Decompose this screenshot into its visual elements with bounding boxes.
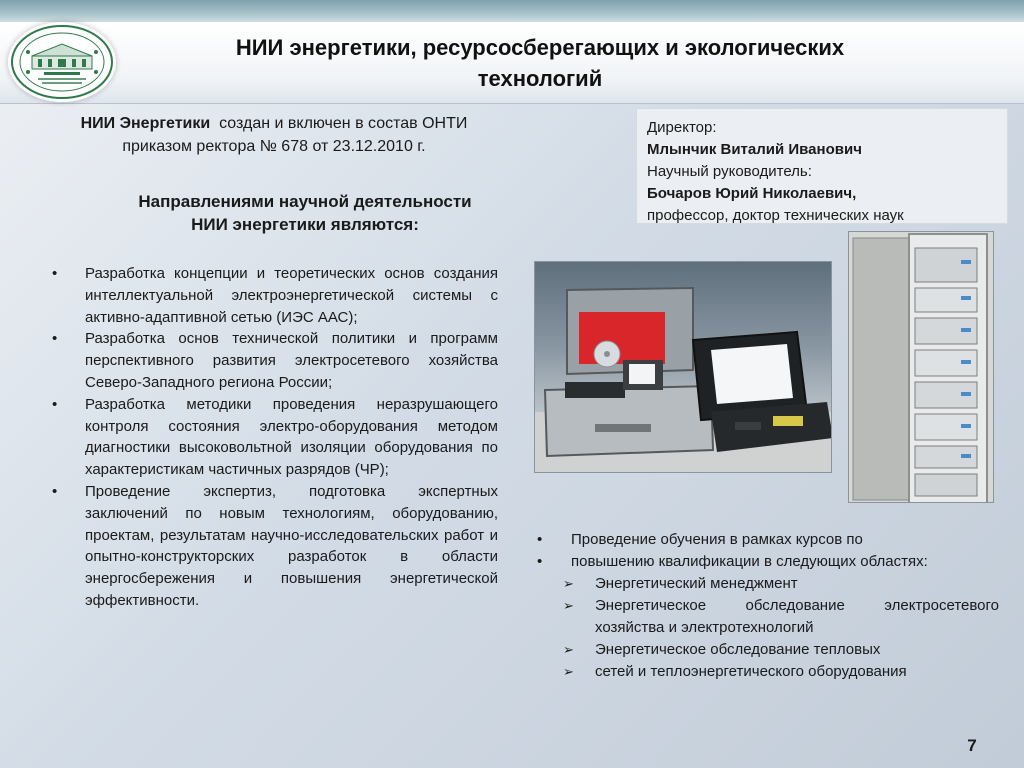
slide-title-line2: технологий — [477, 66, 603, 91]
top-decor-band — [0, 0, 1024, 22]
intro-line2: приказом ректора № 678 от 23.12.2010 г. — [122, 138, 426, 155]
director-name: Млынчик Виталий Иванович — [647, 141, 862, 158]
slide-title-line1: НИИ энергетики, ресурсосберегающих и экологических — [235, 35, 845, 60]
equipment-cases-photo — [534, 261, 832, 473]
directions-list — [52, 263, 498, 612]
list-item: • Разработка методики проведения неразрушающего контроля состояния электро-оборудования методом диагностики высоковольтной изоляции оборудования по характеристикам частичных разрядов (ЧР); — [52, 394, 498, 481]
list-item: • Разработка концепции и теоретических основ создания интеллектуальной электроэнергетической системы с активно-адаптивной сетью (ИЭС ААС); — [52, 263, 498, 328]
supervisor-label: Научный руководитель: — [647, 163, 812, 180]
list-item: • Проведение обучения в рамках курсов по — [537, 529, 999, 551]
intro-institute-name: НИИ Энергетики — [80, 115, 211, 132]
list-item: • Разработка основ технической политики и программ перспективного развития электросетевого хозяйства Северо-Западного региона России; — [52, 328, 498, 393]
institute-intro — [24, 112, 524, 158]
list-item: • Проведение экспертиз, подготовка экспертных заключений по новым технологиям, оборудованию, проектам, результатам научно-исследовательских работ и опытно-конструкторских разработок в области энергосбережения и повышения энергетической эффективности. — [52, 481, 498, 612]
training-list — [537, 529, 999, 683]
list-item: ➢ сетей и теплоэнергетического оборудования — [537, 661, 999, 683]
list-item: ➢ Энергетическое обследование электросетевого хозяйства и электротехнологий — [537, 595, 999, 639]
supervisor-name: Бочаров Юрий Николаевич, — [647, 185, 857, 202]
page-number: 7 — [967, 736, 977, 755]
institution-logo — [8, 22, 116, 102]
directions-heading-line2: НИИ энергетики являются: — [191, 215, 419, 234]
slide-title — [120, 32, 960, 94]
intro-created-text: создан и включен в состав ОНТИ — [219, 115, 468, 132]
director-box — [636, 108, 1008, 224]
intro-line1 — [24, 112, 524, 135]
list-item: ➢ Энергетическое обследование тепловых — [537, 639, 999, 661]
list-item: ➢ Энергетический менеджмент — [537, 573, 999, 595]
supervisor-title: профессор, доктор технических наук — [647, 207, 904, 224]
director-label: Директор: — [647, 119, 717, 136]
directions-heading — [40, 190, 570, 236]
list-item: • повышению квалификации в следующих областях: — [537, 551, 999, 573]
directions-heading-line1: Направлениями научной деятельности — [138, 192, 472, 211]
server-rack-photo — [848, 231, 994, 503]
